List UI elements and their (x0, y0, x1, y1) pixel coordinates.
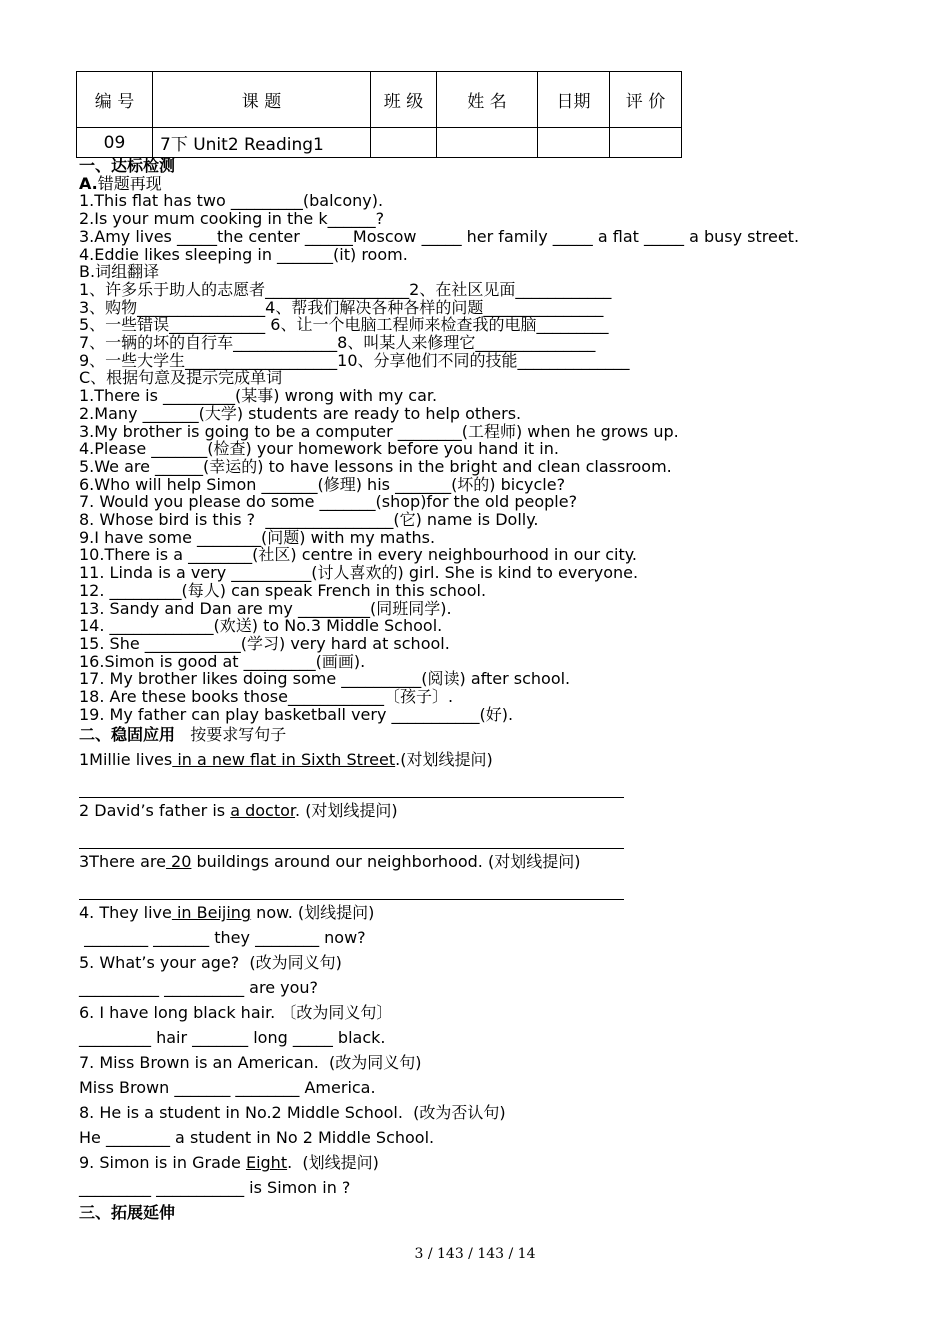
partC-item: 7. Would you please do some _______(shop)for the old people? (79, 492, 578, 512)
cell-number: 09 (77, 128, 153, 158)
section2-title: 二、稳固应用 (79, 724, 176, 744)
underlined-text: Eight (245, 1153, 288, 1173)
col-label-evaluation: 评 价 (610, 72, 682, 128)
answer-line (79, 874, 624, 900)
rewrite-question-2 (79, 798, 909, 823)
col-label-date: 日期 (538, 72, 610, 128)
partA-item: 4.Eddie likes sleeping in _______(it) room. (79, 244, 408, 264)
partB-item: 3、购物________________4、帮我们解决各种各样的问题_______________ (79, 297, 604, 317)
question-text: 9. Simon is in Grade (79, 1153, 246, 1173)
partC-item: 15. She ____________(学习) very hard at school. (79, 633, 450, 653)
cell-class (371, 128, 437, 158)
partC-item: 3.My brother is going to be a computer ________(工程师) when he grows up. (79, 421, 679, 441)
partC-item: 8. Whose bird is this ? ________________(它) name is Dolly. (79, 510, 539, 530)
question-text: 4. They live (79, 903, 172, 923)
partC-item: 16.Simon is good at _________(画画). (79, 651, 366, 671)
question-text: 2 David’s father is (79, 801, 231, 821)
partC-item: 9.I have some ________(问题) with my maths. (79, 527, 436, 547)
header-table (76, 71, 682, 158)
cell-name (437, 128, 538, 158)
answer-blank-line: _________ hair _______ long _____ black. (79, 1028, 386, 1048)
partB-item: 1、许多乐于助人的志愿者__________________2、在社区见面____________ (79, 279, 612, 299)
section3-title: 三、拓展延伸 (79, 1203, 176, 1223)
rewrite-question-5: 5. What’s your age? (改为同义句) (79, 953, 342, 973)
underlined-text: in a new flat in Sixth Street (172, 750, 396, 770)
col-label-number: 编 号 (77, 72, 153, 128)
partA-item: 2.Is your mum cooking in the k______? (79, 209, 385, 229)
section1-title: 一、达标检测 (79, 156, 176, 175)
worksheet-content (79, 157, 909, 1225)
section2-title-row (79, 726, 909, 744)
partA-title-text: 错题再现 (97, 173, 162, 193)
rewrite-question-1 (79, 747, 909, 772)
partC-item: 19. My father can play basketball very ___________(好). (79, 704, 514, 724)
answer-blank-line: ________ _______ they ________ now? (79, 928, 366, 948)
section2-subtitle: 按要求写句子 (175, 724, 287, 744)
partC-item: 17. My brother likes doing some __________(阅读) after school. (79, 669, 571, 689)
answer-blank-line: _________ ___________ is Simon in ? (79, 1178, 351, 1198)
underlined-text: 20 (165, 852, 192, 872)
underlined-text: in Beijing (171, 903, 252, 923)
col-label-name: 姓 名 (437, 72, 538, 128)
rewrite-question-6: 6. I have long black hair. 〔改为同义句〕 (79, 1003, 393, 1023)
question-instruction: .(对划线提问) (395, 750, 493, 770)
answer-line (79, 772, 624, 798)
partC-item: 10.There is a ________(社区) centre in every neighbourhood in our city. (79, 545, 637, 565)
cell-date (538, 128, 610, 158)
partC-item: 14. _____________(欢送) to No.3 Middle School. (79, 616, 443, 636)
partC-item: 2.Many _______(大学) students are ready to help others. (79, 403, 522, 423)
cell-evaluation (610, 128, 682, 158)
question-instruction: now. (划线提问) (251, 903, 375, 923)
partB-item: 7、一辆的坏的自行车_____________8、叫某人来修理它_______________ (79, 333, 596, 353)
partC-item: 18. Are these books those____________〔孩子〕. (79, 687, 454, 707)
answer-blank-line: He ________ a student in No 2 Middle School. (79, 1128, 435, 1148)
question-instruction: . (对划线提问) (295, 801, 398, 821)
rewrite-question-8: 8. He is a student in No.2 Middle School. (改为否认句) (79, 1103, 506, 1123)
partC-item: 11. Linda is a very __________(讨人喜欢的) girl. She is kind to everyone. (79, 563, 639, 583)
page-footer: 3 / 143 / 143 / 14 (414, 1246, 536, 1262)
rewrite-question-3 (79, 849, 909, 874)
partC-item: 4.Please _______(检查) your homework before you hand it in. (79, 439, 559, 459)
answer-blank-line: Miss Brown _______ ________ America. (79, 1078, 376, 1098)
partA-item: 1.This flat has two _________(balcony). (79, 191, 384, 211)
underlined-text: a doctor (230, 801, 296, 821)
question-text: 1Millie lives (79, 750, 173, 770)
question-text: 3There are (79, 852, 166, 872)
question-instruction: . (划线提问) (287, 1153, 379, 1173)
rewrite-question-7: 7. Miss Brown is an American. (改为同义句) (79, 1053, 422, 1073)
partC-item: 6.Who will help Simon _______(修理) his _______(坏的) bicycle? (79, 474, 566, 494)
partC-title: C、根据句意及提示完成单词 (79, 368, 283, 388)
col-label-class: 班 级 (371, 72, 437, 128)
partA-title: A.错题再现 (79, 173, 162, 193)
partC-item: 1.There is _________(某事) wrong with my car. (79, 386, 438, 406)
rewrite-question-4 (79, 900, 909, 925)
question-instruction: buildings around our neighborhood. (对划线提问) (191, 852, 581, 872)
col-label-topic: 课 题 (153, 72, 371, 128)
partC-item: 12. _________(每人) can speak French in this school. (79, 580, 487, 600)
partA-item: 3.Amy lives _____the center ______Moscow _____ her family _____ a flat _____ a busy street. (79, 226, 800, 246)
partB-item: 5、一些错误____________ 6、让一个电脑工程师来检查我的电脑_________ (79, 315, 609, 335)
answer-blank-line: __________ __________ are you? (79, 978, 319, 998)
answer-line (79, 823, 624, 849)
partC-item: 5.We are ______(幸运的) to have lessons in the bright and clean classroom. (79, 456, 672, 476)
partC-item: 13. Sandy and Dan are my _________(同班同学). (79, 598, 452, 618)
partB-item: 9、一些大学生___________________10、分享他们不同的技能______________ (79, 350, 630, 370)
partB-title: B.词组翻译 (79, 262, 160, 282)
cell-topic: 7下 Unit2 Reading1 (153, 128, 371, 158)
rewrite-question-9 (79, 1150, 909, 1175)
